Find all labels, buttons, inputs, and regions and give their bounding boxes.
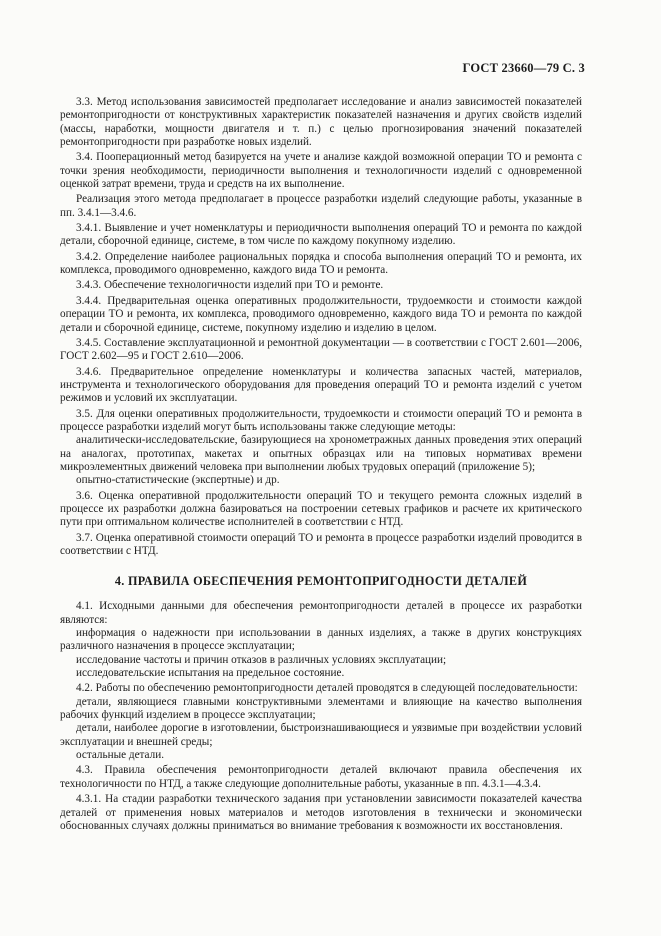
paragraph-3-4: 3.4. Пооперационный метод базируется на учете и анализе каждой возможной операции ТО и ремонта с точки зрения необходимости, периодичности выполнения и технологичности изделий с одновременной оценкой затрат времени, труда и средств на их выполнение.	[60, 151, 582, 191]
paragraph-4-2-item-3: остальные детали.	[76, 749, 164, 762]
paragraph-3-4-6: 3.4.6. Предварительное определение номенклатуры и количества запасных частей, материалов, инструмента и технологического оборудования для проведения операций ТО и ремонта изделий с учетом режимов и условий их эксплуатации.	[60, 365, 582, 405]
paragraph-3-4-1: 3.4.1. Выявление и учет номенклатуры и периодичности выполнения операций ТО и ремонта по каждой детали, сборочной единице, системе, в том числе по каждому покупному изделию.	[60, 222, 582, 248]
paragraph-3-3: 3.3. Метод использования зависимостей предполагает исследование и анализ зависимостей показателей ремонтопригодности от конструктивных характеристик показателей назначения и других свойств изделий (массы, наработки, мощности двигателя и т. п.) с целью прогнозирования значений показателей ремонтопригодности при разработке новых изделий.	[60, 96, 582, 149]
paragraph-3-5-method-2: опытно-статистические (экспертные) и др.	[76, 474, 280, 487]
paragraph-3-4-4: 3.4.4. Предварительная оценка оперативных продолжительности, трудоемкости и стоимости каждой операции ТО и ремонта, их комплекса, проводимого одновременно, каждого вида ТО и ремонта по каждой детали и сборочной единице, системе, покупному изделию и изделию в целом.	[60, 294, 582, 334]
paragraph-4-1-item-2: исследование частоты и причин отказов в различных условиях эксплуатации;	[76, 653, 447, 666]
paragraph-4-2: 4.2. Работы по обеспечению ремонтопригодности деталей проводятся в следующей последовательности:	[76, 682, 578, 695]
paragraph-3-4-3: 3.4.3. Обеспечение технологичности изделий при ТО и ремонте.	[76, 279, 384, 292]
paragraph-4-1-item-1: информация о надежности при использовании в данных изделиях, а также в других конструкциях различного назначения в процессе эксплуатации;	[60, 627, 582, 653]
section-3-text	[60, 96, 582, 558]
paragraph-3-4-5: 3.4.5. Составление эксплуатационной и ремонтной документации — в соответствии с ГОСТ 2.601—2006, ГОСТ 2.602—95 и ГОСТ 2.610—2006.	[60, 336, 582, 363]
paragraph-4-1-item-3: исследовательские испытания на предельное состояние.	[76, 667, 345, 680]
paragraph-4-2-item-1: детали, являющиеся главными конструктивными элементами и влияющие на качество выполнения рабочих функций изделием в процессе эксплуатации;	[60, 695, 582, 722]
paragraph-3-4-2: 3.4.2. Определение наиболее рациональных порядка и способа выполнения операций ТО и ремонта, их комплекса, проводимого одновременно, каждого вида ТО и ремонта.	[60, 250, 582, 277]
paragraph-4-2-item-2: детали, наиболее дорогие в изготовлении, быстроизнашивающиеся и уязвимые при воздействии условий эксплуатации и внешней среды;	[60, 722, 582, 748]
paragraph-3-5-method-1: аналитически-исследовательские, базирующиеся на хронометражных данных проведения этих операций на аналогах, прототипах, макетах и опытных образцах или на типовых нормативах времени микроэлементных движений человека при выполнении любых трудовых операций (приложение 5);	[60, 434, 582, 473]
paragraph-3-7: 3.7. Оценка оперативной стоимости операций ТО и ремонта в процессе разработки изделий проводится в соответствии с НТД.	[60, 531, 582, 557]
paragraph-4-3: 4.3. Правила обеспечения ремонтопригодности деталей включают правила обеспечения их технологичности по НТД, а также следующие дополнительные работы, указанные в пп. 4.3.1—4.3.4.	[60, 764, 582, 790]
paragraph-3-5: 3.5. Для оценки оперативных продолжительности, трудоемкости и стоимости операций ТО и ремонта в процессе разработки изделий могут быть использованы также следующие методы:	[60, 407, 582, 433]
paragraph-3-4-intro: Реализация этого метода предполагает в процессе разработки изделий следующие работы, указанные в пп. 3.4.1—3.4.6.	[60, 193, 582, 219]
document-body	[60, 96, 582, 833]
page-header: ГОСТ 23660—79 С. 3	[462, 61, 585, 75]
paragraph-3-6: 3.6. Оценка оперативной продолжительности операций ТО и текущего ремонта сложных изделий в процессе их разработки должна базироваться на построении сетевых графиков и расчете их критического пути при оптимальном количестве исполнителей в соответствии с НТД.	[60, 489, 582, 529]
paragraph-4-1: 4.1. Исходными данными для обеспечения ремонтопригодности деталей в процессе их разработки являются:	[60, 600, 582, 626]
section-4-heading: 4. ПРАВИЛА ОБЕСПЕЧЕНИЯ РЕМОНТОПРИГОДНОСТИ ДЕТАЛЕЙ	[114, 574, 528, 589]
section-4-text	[60, 600, 582, 833]
paragraph-4-3-1: 4.3.1. На стадии разработки технического задания при установлении зависимости показателей качества деталей от применения новых материалов и методов изготовления в технически и экономически обоснованных случаях должны приниматься во внимание требования к возможности их восстановления.	[60, 793, 582, 832]
